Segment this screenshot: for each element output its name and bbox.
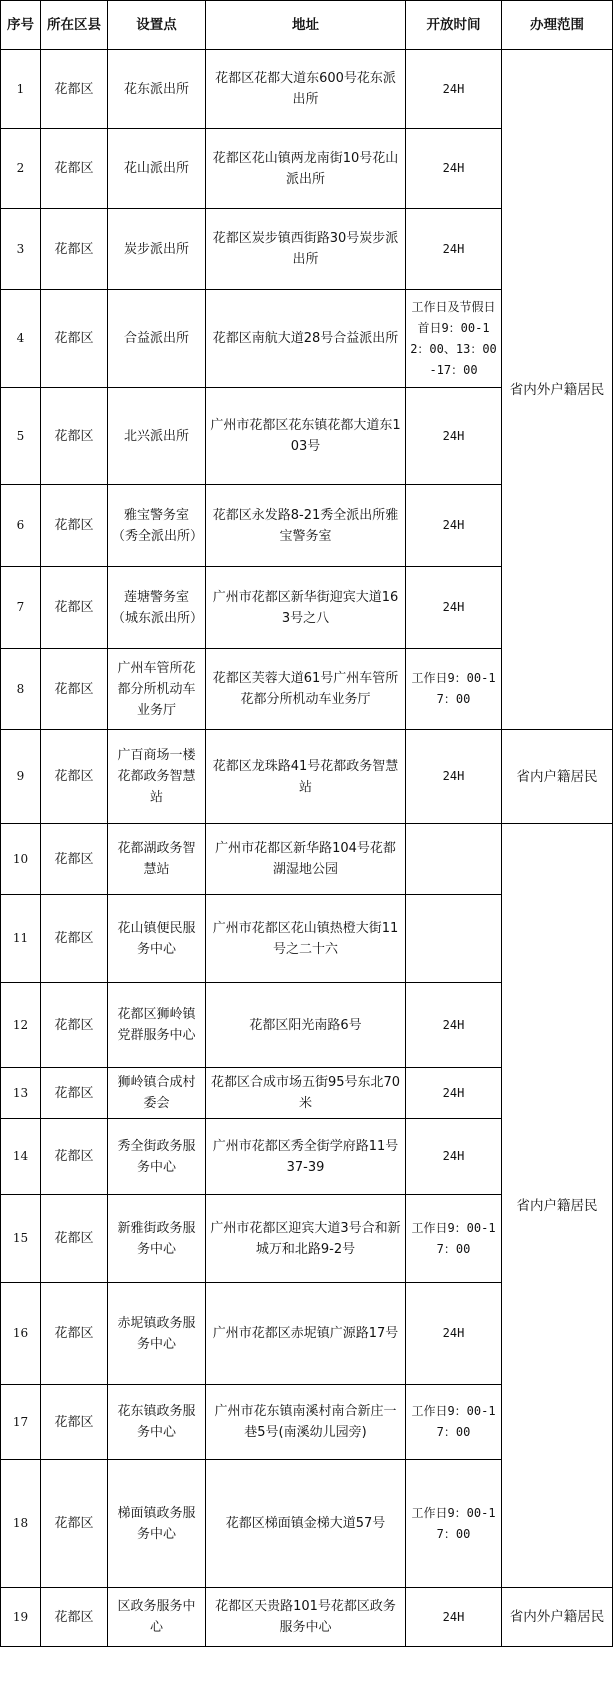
row-address: 花都区永发路8-21秀全派出所雅宝警务室 bbox=[206, 485, 406, 567]
row-index: 8 bbox=[1, 649, 41, 730]
row-district: 花都区 bbox=[41, 895, 108, 983]
row-address: 花都区阳光南路6号 bbox=[206, 983, 406, 1068]
row-hours: 24H bbox=[406, 983, 502, 1068]
row-index: 9 bbox=[1, 730, 41, 824]
row-address: 广州市花都区花山镇热橙大街11号之二十六 bbox=[206, 895, 406, 983]
row-hours: 24H bbox=[406, 209, 502, 290]
row-site: 花山镇便民服务中心 bbox=[108, 895, 206, 983]
row-hours bbox=[406, 895, 502, 983]
row-address: 花都区花都大道东600号花东派出所 bbox=[206, 50, 406, 129]
row-district: 花都区 bbox=[41, 649, 108, 730]
row-address: 花都区天贵路101号花都区政务服务中心 bbox=[206, 1588, 406, 1647]
row-index: 6 bbox=[1, 485, 41, 567]
row-address: 广州市花都区花东镇花都大道东103号 bbox=[206, 388, 406, 485]
row-address: 花都区龙珠路41号花都政务智慧站 bbox=[206, 730, 406, 824]
row-site: 新雅街政务服务中心 bbox=[108, 1195, 206, 1283]
row-site: 花山派出所 bbox=[108, 129, 206, 209]
row-index: 3 bbox=[1, 209, 41, 290]
row-index: 15 bbox=[1, 1195, 41, 1283]
header-district: 所在区县 bbox=[41, 1, 108, 50]
row-address: 花都区芙蓉大道61号广州车管所花都分所机动车业务厅 bbox=[206, 649, 406, 730]
row-district: 花都区 bbox=[41, 1068, 108, 1119]
row-address: 广州市花都区迎宾大道3号合和新城万和北路9-2号 bbox=[206, 1195, 406, 1283]
row-index: 14 bbox=[1, 1119, 41, 1195]
row-index: 11 bbox=[1, 895, 41, 983]
row-district: 花都区 bbox=[41, 730, 108, 824]
row-scope: 省内户籍居民 bbox=[502, 730, 613, 824]
row-hours: 工作日9：00-17：00 bbox=[406, 1195, 502, 1283]
header-address: 地址 bbox=[206, 1, 406, 50]
row-hours: 24H bbox=[406, 730, 502, 824]
row-site: 雅宝警务室（秀全派出所） bbox=[108, 485, 206, 567]
row-site: 广州车管所花都分所机动车业务厅 bbox=[108, 649, 206, 730]
row-district: 花都区 bbox=[41, 388, 108, 485]
row-address: 花都区花山镇两龙南街10号花山派出所 bbox=[206, 129, 406, 209]
row-hours: 24H bbox=[406, 567, 502, 649]
header-site: 设置点 bbox=[108, 1, 206, 50]
row-hours: 工作日及节假日首日9：00-12：00、13：00-17：00 bbox=[406, 290, 502, 388]
table-header-row bbox=[1, 1, 613, 50]
row-site: 梯面镇政务服务中心 bbox=[108, 1460, 206, 1588]
row-scope: 省内户籍居民 bbox=[502, 824, 613, 1588]
row-hours: 24H bbox=[406, 1283, 502, 1385]
row-site: 花都湖政务智慧站 bbox=[108, 824, 206, 895]
row-district: 花都区 bbox=[41, 485, 108, 567]
row-address: 广州市花东镇南溪村南合新庄一巷5号(南溪幼儿园旁) bbox=[206, 1385, 406, 1460]
header-hours: 开放时间 bbox=[406, 1, 502, 50]
row-district: 花都区 bbox=[41, 1119, 108, 1195]
row-index: 1 bbox=[1, 50, 41, 129]
row-district: 花都区 bbox=[41, 1588, 108, 1647]
row-district: 花都区 bbox=[41, 824, 108, 895]
row-site: 莲塘警务室（城东派出所） bbox=[108, 567, 206, 649]
row-site: 广百商场一楼花都政务智慧站 bbox=[108, 730, 206, 824]
row-index: 17 bbox=[1, 1385, 41, 1460]
row-site: 合益派出所 bbox=[108, 290, 206, 388]
row-site: 炭步派出所 bbox=[108, 209, 206, 290]
row-hours: 工作日9：00-17：00 bbox=[406, 649, 502, 730]
row-district: 花都区 bbox=[41, 1195, 108, 1283]
row-district: 花都区 bbox=[41, 209, 108, 290]
row-index: 13 bbox=[1, 1068, 41, 1119]
row-district: 花都区 bbox=[41, 1283, 108, 1385]
row-hours: 工作日9：00-17：00 bbox=[406, 1385, 502, 1460]
row-hours: 24H bbox=[406, 1068, 502, 1119]
row-site: 花东派出所 bbox=[108, 50, 206, 129]
row-district: 花都区 bbox=[41, 567, 108, 649]
row-address: 花都区梯面镇金梯大道57号 bbox=[206, 1460, 406, 1588]
row-district: 花都区 bbox=[41, 50, 108, 129]
row-site: 花东镇政务服务中心 bbox=[108, 1385, 206, 1460]
row-scope: 省内外户籍居民 bbox=[502, 1588, 613, 1647]
table-row bbox=[1, 50, 613, 129]
row-address: 花都区合成市场五街95号东北70米 bbox=[206, 1068, 406, 1119]
header-index: 序号 bbox=[1, 1, 41, 50]
row-index: 16 bbox=[1, 1283, 41, 1385]
row-hours: 24H bbox=[406, 485, 502, 567]
row-site: 花都区狮岭镇党群服务中心 bbox=[108, 983, 206, 1068]
row-district: 花都区 bbox=[41, 290, 108, 388]
row-site: 狮岭镇合成村委会 bbox=[108, 1068, 206, 1119]
row-hours bbox=[406, 824, 502, 895]
row-hours: 24H bbox=[406, 1119, 502, 1195]
row-index: 18 bbox=[1, 1460, 41, 1588]
row-hours: 24H bbox=[406, 129, 502, 209]
row-district: 花都区 bbox=[41, 1385, 108, 1460]
row-district: 花都区 bbox=[41, 983, 108, 1068]
row-index: 10 bbox=[1, 824, 41, 895]
row-address: 广州市花都区赤坭镇广源路17号 bbox=[206, 1283, 406, 1385]
row-hours: 工作日9：00-17：00 bbox=[406, 1460, 502, 1588]
row-district: 花都区 bbox=[41, 129, 108, 209]
row-hours: 24H bbox=[406, 1588, 502, 1647]
table-row bbox=[1, 824, 613, 895]
row-scope: 省内外户籍居民 bbox=[502, 50, 613, 730]
row-site: 区政务服务中心 bbox=[108, 1588, 206, 1647]
row-address: 花都区南航大道28号合益派出所 bbox=[206, 290, 406, 388]
row-site: 赤坭镇政务服务中心 bbox=[108, 1283, 206, 1385]
header-scope: 办理范围 bbox=[502, 1, 613, 50]
row-hours: 24H bbox=[406, 388, 502, 485]
row-site: 秀全街政务服务中心 bbox=[108, 1119, 206, 1195]
row-address: 广州市花都区新华路104号花都湖湿地公园 bbox=[206, 824, 406, 895]
row-index: 4 bbox=[1, 290, 41, 388]
row-district: 花都区 bbox=[41, 1460, 108, 1588]
row-index: 2 bbox=[1, 129, 41, 209]
row-site: 北兴派出所 bbox=[108, 388, 206, 485]
table-row bbox=[1, 1588, 613, 1647]
row-address: 花都区炭步镇西街路30号炭步派出所 bbox=[206, 209, 406, 290]
row-index: 19 bbox=[1, 1588, 41, 1647]
row-index: 5 bbox=[1, 388, 41, 485]
row-address: 广州市花都区新华街迎宾大道163号之八 bbox=[206, 567, 406, 649]
row-index: 7 bbox=[1, 567, 41, 649]
row-hours: 24H bbox=[406, 50, 502, 129]
row-address: 广州市花都区秀全街学府路11号37-39 bbox=[206, 1119, 406, 1195]
table-row bbox=[1, 730, 613, 824]
row-index: 12 bbox=[1, 983, 41, 1068]
